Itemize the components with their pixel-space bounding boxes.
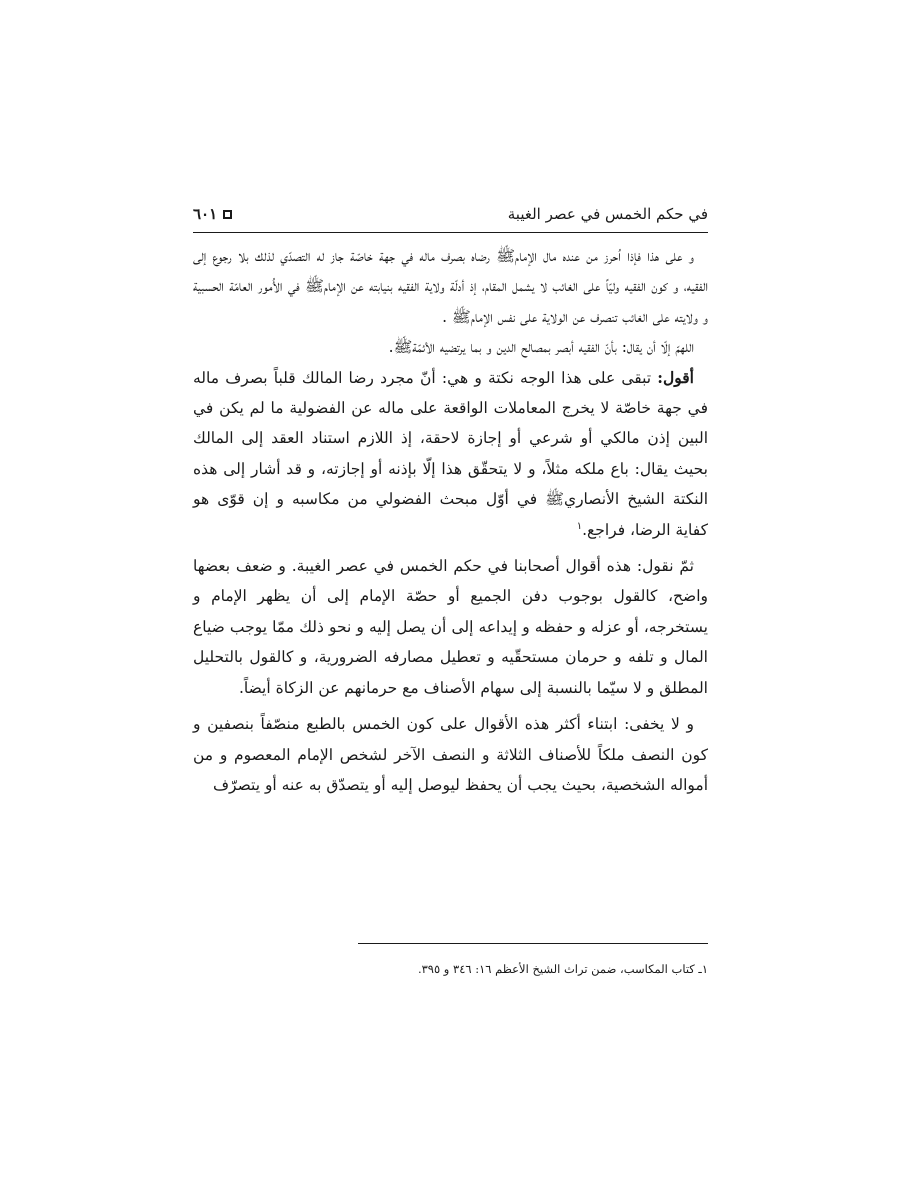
header-rule [193,232,708,233]
paragraph [193,709,708,800]
square-box-icon [223,210,232,219]
paragraph-text: ثمّ نقول: هذه أقوال أصحابنا في حكم الخمس في عصر الغيبة. و ضعف بعضها واضح، كالقول بوجوب دفن الجميع أو حصّة الإمام إلى أن يظهر الإمام و يستخرجه، أو عزله و حفظه و إيداعه إلى أن يصل إليه و نحو ذلك ممّا يوجب ضياع المال و تلفه و حرمان مستحقّيه و تعطيل مصارفه الضرورية، و كالقول بالتحليل المطلق و لا سيّما بالنسبة إلى سهام الأصناف مع حرمانهم عن الزكاة أيضاً. [193,557,708,697]
body-text [193,241,708,800]
page-number: ٦٠١ [193,205,218,223]
paragraph-text: و لا يخفى: ابتناء أكثر هذه الأقوال على كون الخمس بالطبع منصّفاً بنصفين و كون النصف ملكاً للأصناف الثلاثة و النصف الآخر لشخص الإمام المعصوم و من أمواله الشخصية، بحيث يجب أن يحفظ ليوصل إليه أو يتصدّق به عنه أو يتصرّف [193,715,708,794]
footnote-text: ١ـ كتاب المكاسب، ضمن تراث الشيخ الأعظم ١٦: ٣٤٦ و ٣٩٥. [417,962,708,976]
running-header [193,196,708,232]
paragraph [193,363,708,545]
paragraph [193,241,708,332]
running-header-title: في حكم الخمس في عصر الغيبة [507,205,708,223]
paragraph-text: تبقى على هذا الوجه نكتة و هي: أنّ مجرد رضا المالك قلباً بصرف ماله في جهة خاصّة لا يخرج المعاملات الواقعة على ماله عن الفضولية ما لم يكن في البين إذن مالكي أو شرعي أو إجازة لاحقة، إذ اللازم استناد العقد إلى المالك بحيث يقال: باع ملكه مثلاً، و لا يتحقّق هذا إلّا بإذنه أو إجازته، و قد أشار إلى هذه النكتة الشيخ الأنصاري‌ﷺ في أوّل مبحث الفضولي من مكاسبه و إن قوّى هو كفاية الرضا، فراجع. [193,368,708,539]
paragraph-text: و على هذا فإذا اُحرز من عنده مال الإمام‌ﷺ رضاه بصرف ماله في جهة خاصّة جاز له التصدّي لذلك بلا رجوع إلى الفقيه، و كون الفقيه وليّاً على الغائب لا يشمل المقام، إذ أدلّة ولاية الفقيه بنيابته عن الإمام‌ﷺ في الأُمور العامّة الحسبية و ولايته على الغائب تنصرف عن الولاية على نفس الإمام‌ﷺ . [193,247,708,326]
paragraph-lead: أقول: [657,367,694,387]
page-number-group [193,205,232,223]
footnote-reference[interactable]: ١ [576,520,583,532]
footnote [193,960,708,978]
paragraph [193,332,708,362]
paragraph [193,551,708,703]
footnote-rule [358,943,708,944]
book-page [193,196,708,1016]
paragraph-text: اللهمّ إلّا أن يقال: بأنّ الفقيه أبصر بمصالح الدين و بما يرتضيه الأئمّة‌ﷺ. [388,338,694,357]
